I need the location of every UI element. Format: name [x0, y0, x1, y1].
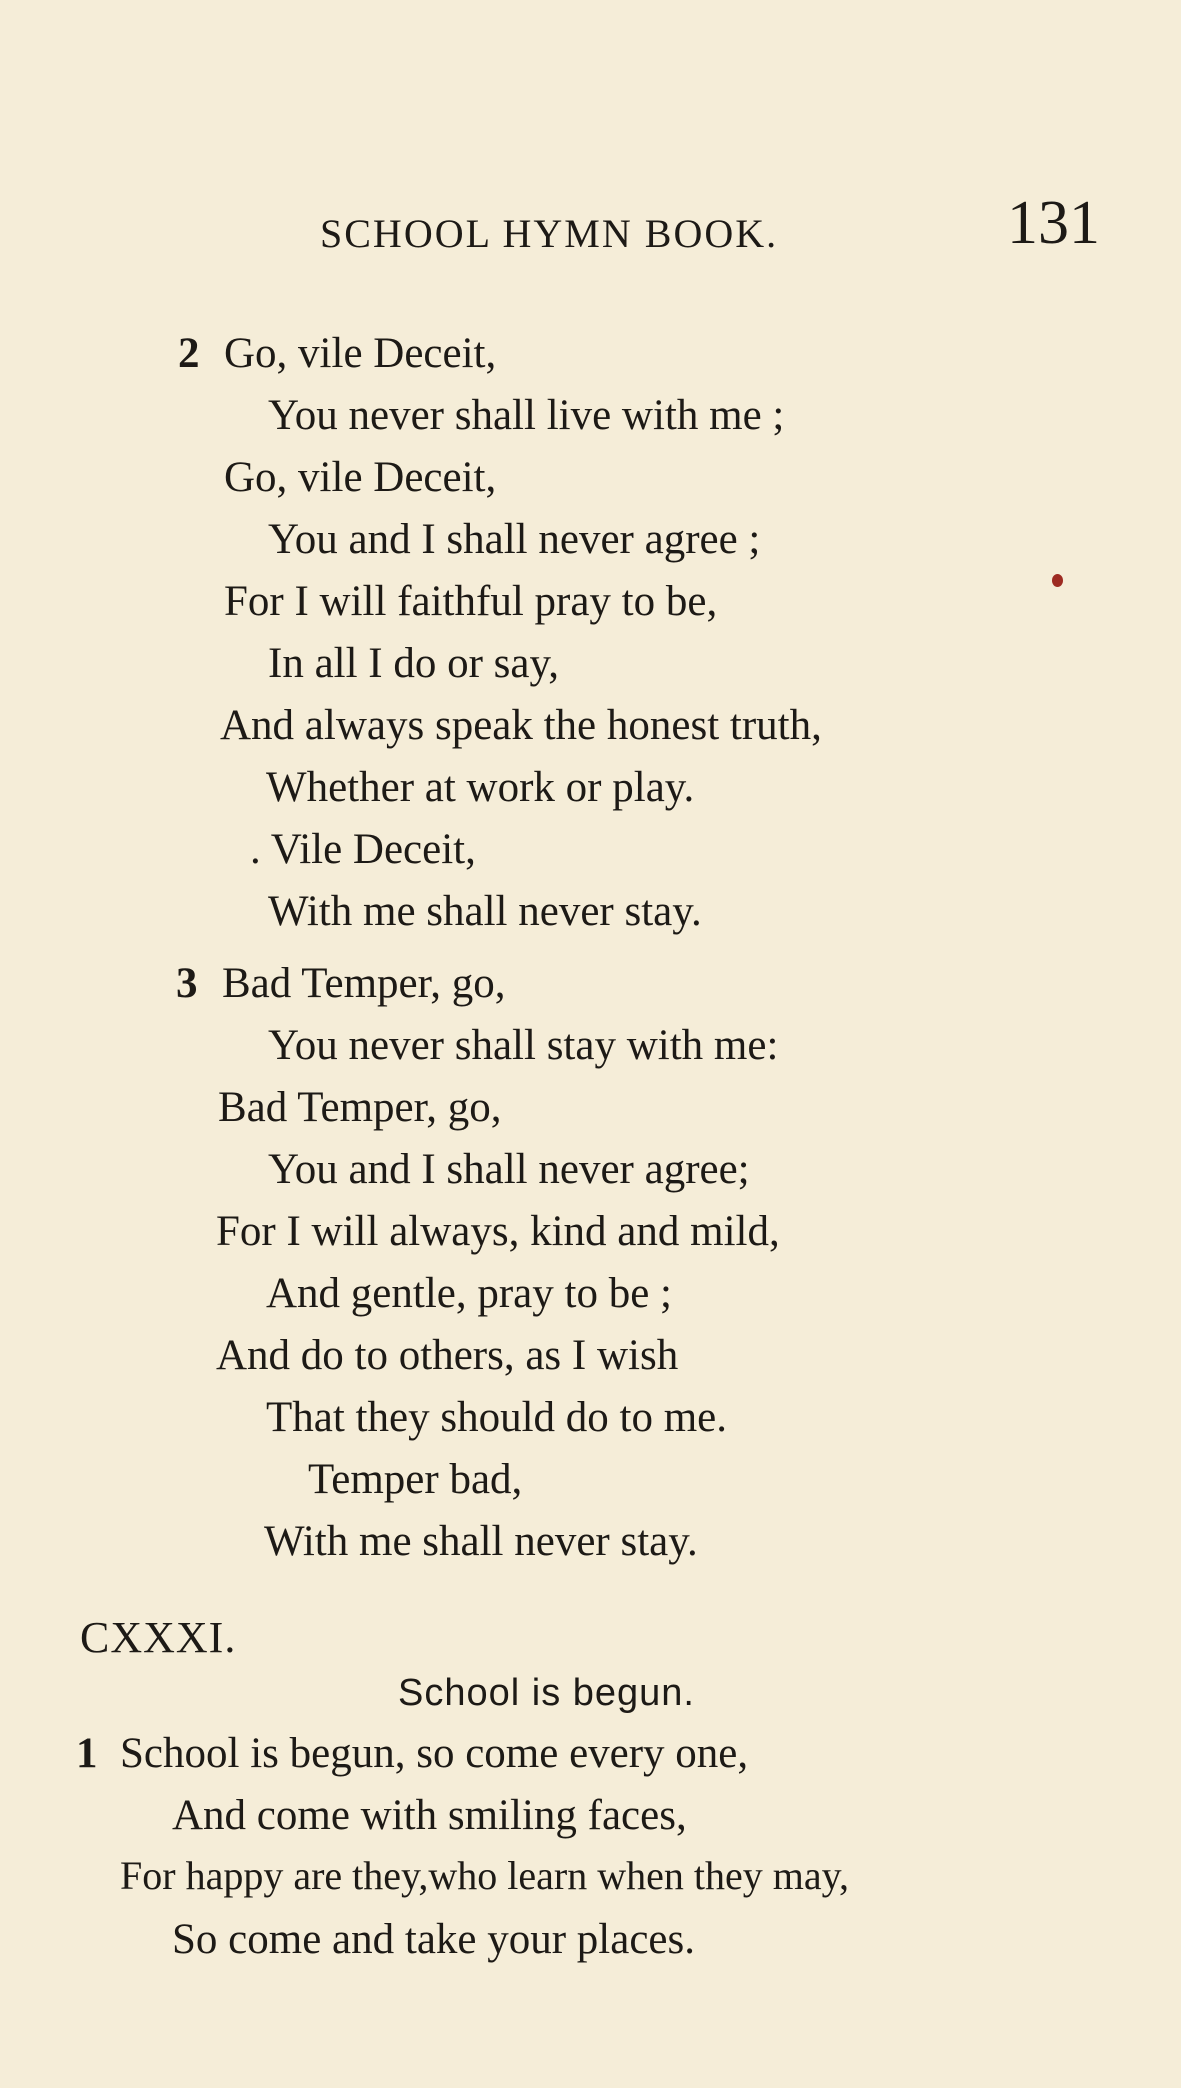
stanza-3-line-5: For I will always, kind and mild, — [216, 1208, 780, 1255]
running-title: SCHOOL HYMN BOOK. — [320, 211, 779, 256]
stanza-3-line-1: 3 Bad Temper, go, — [176, 960, 506, 1007]
hymn-131-line-3: For happy are they,who learn when they may, — [120, 1853, 850, 1898]
stanza-3-line-3: Bad Temper, go, — [218, 1084, 502, 1131]
stanza-3-line-8: That they should do to me. — [266, 1394, 727, 1441]
stanza-3-line-9: Temper bad, — [308, 1456, 523, 1503]
stanza-2-line-9: . Vile Deceit, — [250, 826, 476, 873]
stanza-2-line-10: With me shall never stay. — [268, 888, 702, 935]
page-number: 131 — [1007, 189, 1100, 257]
stanza-2-line-3: Go, vile Deceit, — [224, 454, 497, 501]
stanza-2-line-1: 2 Go, vile Deceit, — [178, 330, 497, 377]
stanza-3-line-10: With me shall never stay. — [264, 1518, 698, 1565]
hymn-131-line-2: And come with smiling faces, — [172, 1792, 687, 1839]
stanza-2-line-8: Whether at work or play. — [266, 764, 695, 811]
stanza-2-line-5: For I will faithful pray to be, — [224, 578, 718, 625]
stanza-2-line-6: In all I do or say, — [268, 640, 559, 687]
hymn-title: School is begun. — [398, 1672, 695, 1714]
hymn-number-heading: CXXXI. — [80, 1613, 237, 1662]
hymn-131-line-1: 1 School is begun, so come every one, — [76, 1730, 749, 1777]
stanza-3-line-2: You never shall stay with me: — [268, 1022, 779, 1069]
stanza-number: 1 — [76, 1730, 98, 1777]
stanza-2-line-2: You never shall live with me ; — [268, 392, 785, 439]
stanza-3-line-4: You and I shall never agree; — [268, 1146, 750, 1193]
page-header — [320, 188, 1100, 257]
hymn-131-line-4: So come and take your places. — [172, 1916, 695, 1963]
stanza-2-line-7: And always speak the honest truth, — [220, 702, 822, 749]
stanza-3-line-6: And gentle, pray to be ; — [266, 1270, 673, 1317]
ink-spot — [1052, 574, 1063, 587]
stanza-3-line-7: And do to others, as I wish — [216, 1332, 679, 1379]
stanza-number: 3 — [176, 960, 198, 1007]
stanza-number: 2 — [178, 330, 200, 377]
stanza-2-line-4: You and I shall never agree ; — [268, 516, 761, 563]
